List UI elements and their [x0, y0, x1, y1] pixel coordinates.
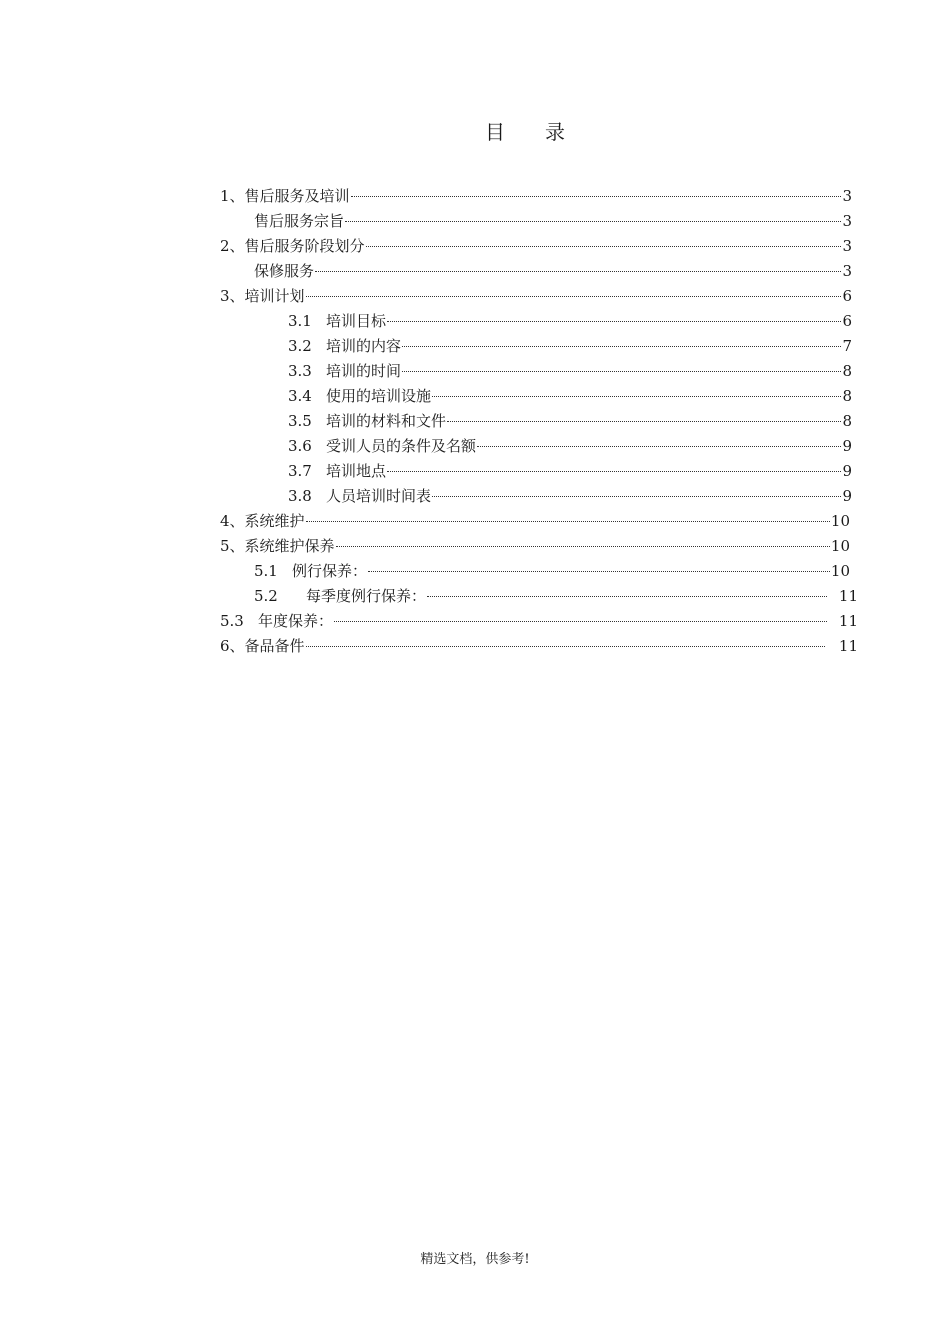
- toc-number: 5.3: [220, 612, 244, 630]
- toc-label: 系统维护: [244, 512, 305, 530]
- toc-page: 8: [842, 387, 852, 405]
- toc-leader: [427, 596, 827, 597]
- toc-entry-3-1[interactable]: [288, 309, 852, 333]
- toc-page: 10: [830, 562, 850, 580]
- toc-leader: [306, 646, 825, 647]
- toc-number: 2、: [220, 237, 245, 255]
- toc-leader: [334, 621, 827, 622]
- toc-page: 11: [838, 637, 858, 655]
- toc-entry-6[interactable]: [220, 634, 858, 658]
- toc-leader: [402, 346, 841, 347]
- title-left: 目: [485, 120, 505, 144]
- toc-leader: [351, 196, 842, 197]
- toc-leader: [336, 546, 830, 547]
- toc-number: 3、: [220, 287, 245, 305]
- toc-leader: [306, 521, 830, 522]
- toc-entry-4[interactable]: [220, 509, 850, 533]
- toc-leader: [387, 471, 841, 472]
- toc-entry-2-sub[interactable]: [254, 259, 852, 283]
- toc-entry-3-2[interactable]: [288, 334, 852, 358]
- toc-label: 培训的材料和文件: [326, 412, 447, 430]
- toc-label: 培训目标: [326, 312, 387, 330]
- toc-page: 10: [830, 512, 850, 530]
- toc-number: 4、: [220, 512, 245, 530]
- toc-number: 6、: [220, 637, 245, 655]
- page-footer: 精选文档，供参考!: [420, 1252, 530, 1267]
- toc-number: 3.8: [288, 487, 312, 505]
- toc-leader: [306, 296, 842, 297]
- title-right: 录: [545, 120, 565, 144]
- toc-page: 3: [842, 237, 852, 255]
- toc-number: 1、: [220, 187, 245, 205]
- toc-label: 售后服务宗旨: [254, 212, 345, 230]
- toc-page: 9: [842, 437, 852, 455]
- toc-label: 受训人员的条件及名额: [326, 437, 477, 455]
- toc-number: 5.1: [254, 562, 278, 580]
- toc-leader: [387, 321, 841, 322]
- toc-number: 3.3: [288, 362, 312, 380]
- toc-page: 3: [842, 212, 852, 230]
- toc-number: 3.5: [288, 412, 312, 430]
- toc-number: 3.4: [288, 387, 312, 405]
- toc-entry-3-7[interactable]: [288, 459, 852, 483]
- toc-page: 10: [830, 537, 850, 555]
- toc-label: 培训的内容: [326, 337, 402, 355]
- toc-page: 6: [842, 287, 852, 305]
- toc-leader: [402, 371, 841, 372]
- toc-entry-5[interactable]: [220, 534, 850, 558]
- toc-number: 3.1: [288, 312, 312, 330]
- toc-label: 培训地点: [326, 462, 387, 480]
- toc-label: 系统维护保养: [244, 537, 335, 555]
- toc-number: 3.2: [288, 337, 312, 355]
- toc-entry-1[interactable]: [220, 184, 852, 208]
- toc-page: 11: [838, 612, 858, 630]
- toc-page: 6: [842, 312, 852, 330]
- toc-label: 保修服务: [254, 262, 315, 280]
- toc-leader: [368, 571, 830, 572]
- toc-page: 9: [842, 462, 852, 480]
- toc-label: 售后服务及培训: [244, 187, 350, 205]
- toc-entry-3-3[interactable]: [288, 359, 852, 383]
- toc-entry-3-5[interactable]: [288, 409, 852, 433]
- toc-leader: [432, 396, 841, 397]
- page-title: [0, 116, 950, 145]
- toc-entry-3-6[interactable]: [288, 434, 852, 458]
- toc-entry-5-2[interactable]: [254, 584, 858, 608]
- toc-number: 3.6: [288, 437, 312, 455]
- toc-entry-3-8[interactable]: [288, 484, 852, 508]
- toc-page: 9: [842, 487, 852, 505]
- toc-entry-3-4[interactable]: [288, 384, 852, 408]
- toc-entry-5-3[interactable]: [220, 609, 858, 633]
- toc-page: 8: [842, 412, 852, 430]
- toc-entry-2[interactable]: [220, 234, 852, 258]
- toc-leader: [366, 246, 842, 247]
- toc-leader: [345, 221, 841, 222]
- toc-leader: [477, 446, 841, 447]
- toc-page: 8: [842, 362, 852, 380]
- toc-leader: [432, 496, 841, 497]
- toc-page: 7: [842, 337, 852, 355]
- toc-label: 售后服务阶段划分: [244, 237, 365, 255]
- toc-entry-1-sub[interactable]: [254, 209, 852, 233]
- toc-leader: [315, 271, 841, 272]
- toc-leader: [447, 421, 841, 422]
- toc-label: 培训计划: [244, 287, 305, 305]
- toc-label: 例行保养：: [292, 562, 368, 580]
- toc-number: 5.2: [254, 587, 278, 605]
- toc-number: 3.7: [288, 462, 312, 480]
- toc-label: 人员培训时间表: [326, 487, 432, 505]
- toc-label: 备品备件: [244, 637, 305, 655]
- toc-label: 每季度例行保养：: [306, 587, 427, 605]
- toc-label: 年度保养：: [258, 612, 334, 630]
- toc-number: 5、: [220, 537, 245, 555]
- toc-page: 3: [842, 262, 852, 280]
- toc-page: 3: [842, 187, 852, 205]
- toc-label: 培训的时间: [326, 362, 402, 380]
- toc-entry-5-1[interactable]: [254, 559, 850, 583]
- toc-entry-3[interactable]: [220, 284, 852, 308]
- toc-page: 11: [838, 587, 858, 605]
- toc-label: 使用的培训设施: [326, 387, 432, 405]
